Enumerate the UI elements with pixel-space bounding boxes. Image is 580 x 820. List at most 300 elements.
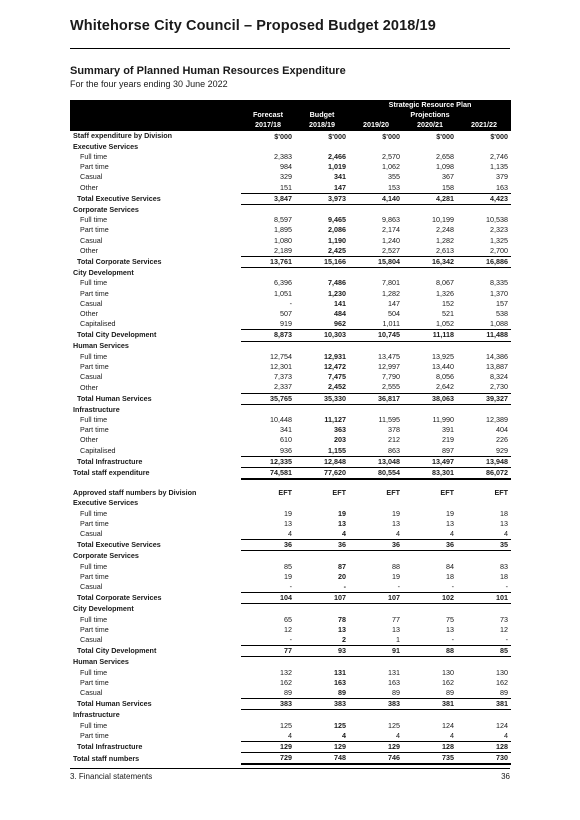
row-value: 1,088	[490, 319, 509, 329]
row-label: Total Human Services	[77, 393, 152, 403]
header-cell	[349, 110, 403, 120]
row-value: 35,330	[295, 393, 349, 404]
row-value	[403, 657, 457, 668]
row-value: 89	[500, 688, 509, 698]
row-value: 1,240	[382, 235, 400, 245]
row-value: 363	[334, 425, 346, 435]
header-year: 2019/20	[349, 120, 403, 131]
table-spacer-row	[70, 479, 511, 488]
row-value: 12,931	[324, 351, 346, 361]
row-value: 1,326	[436, 288, 454, 298]
row-value: 2,658	[436, 152, 454, 162]
row-value: 13	[338, 624, 346, 634]
row-label: Total Human Services	[77, 699, 152, 709]
row-value: 2,613	[436, 245, 454, 255]
row-value	[403, 404, 457, 415]
row-value: 91	[349, 646, 403, 657]
table-row	[70, 710, 511, 721]
row-value: 13,440	[432, 362, 454, 372]
row-value: 2,642	[436, 382, 454, 392]
row-label: Staff expenditure by Division	[73, 131, 173, 141]
row-value	[457, 657, 511, 668]
header-cell: Budget	[295, 110, 349, 120]
row-value: 367	[442, 172, 454, 182]
row-label: Casual	[80, 688, 103, 698]
header-year: 2020/21	[403, 120, 457, 131]
row-value: 13	[446, 624, 454, 634]
row-value: EFT	[278, 488, 292, 498]
row-value: 12,848	[295, 456, 349, 467]
row-value: 2,746	[490, 152, 509, 162]
row-value: 18	[500, 571, 509, 581]
row-value: 36,817	[349, 393, 403, 404]
row-value	[295, 404, 349, 415]
row-value: 147	[334, 182, 346, 192]
row-value: 4	[504, 529, 509, 539]
row-value: 12,997	[378, 362, 400, 372]
row-value: 162	[496, 677, 509, 687]
row-value: 74,581	[241, 468, 295, 480]
row-value	[295, 551, 349, 562]
row-value: 355	[388, 172, 400, 182]
row-value: 379	[496, 172, 509, 182]
row-value: 89	[446, 688, 454, 698]
row-label: Total Corporate Services	[77, 593, 162, 603]
table-row	[70, 488, 511, 498]
row-value: 7,790	[382, 372, 400, 382]
row-value: -	[451, 635, 454, 645]
row-label: Total Executive Services	[77, 540, 161, 550]
table-row	[70, 509, 511, 519]
table-row	[70, 425, 511, 435]
header-cell	[70, 110, 241, 120]
row-value: 13	[446, 518, 454, 528]
row-value: 10,745	[349, 330, 403, 341]
row-label: City Development	[73, 267, 134, 277]
row-value: 341	[280, 425, 292, 435]
row-value	[349, 205, 403, 216]
row-value: 19	[392, 571, 400, 581]
row-value: 341	[334, 172, 346, 182]
row-value: 11,127	[324, 415, 346, 425]
row-label: Part time	[80, 362, 109, 372]
row-label: Full time	[80, 215, 108, 225]
row-value: 65	[284, 614, 292, 624]
row-value: 4	[450, 529, 454, 539]
table-row	[70, 529, 511, 540]
row-value: 13,887	[486, 362, 509, 372]
row-value: 80,554	[349, 468, 403, 480]
row-value: 18	[446, 571, 454, 581]
table-row	[70, 646, 511, 657]
row-value: 10,303	[295, 330, 349, 341]
row-value	[457, 404, 511, 415]
row-value: 504	[388, 309, 400, 319]
row-value: 13,948	[457, 456, 511, 467]
table-row	[70, 625, 511, 635]
row-value: 13	[392, 624, 400, 634]
row-value: 4	[342, 730, 346, 740]
table-row	[70, 498, 511, 508]
row-value	[241, 604, 295, 615]
row-label: Corporate Services	[73, 204, 139, 214]
row-value: 12	[500, 624, 509, 634]
row-value: 1,098	[436, 162, 454, 172]
row-value: 130	[442, 667, 454, 677]
row-value	[457, 479, 511, 488]
row-value: 163	[388, 677, 400, 687]
table-row	[70, 678, 511, 688]
table-row	[70, 382, 511, 393]
row-value: 35	[457, 540, 511, 551]
row-value: 1,895	[274, 225, 292, 235]
header-blank	[70, 100, 241, 110]
table-row	[70, 468, 511, 480]
row-label: Part time	[80, 571, 109, 581]
row-label: Part time	[80, 624, 109, 634]
hr-expenditure-table	[70, 100, 511, 765]
row-label	[70, 479, 241, 488]
row-value: 162	[442, 677, 454, 687]
row-value: 1	[396, 635, 400, 645]
row-value	[403, 205, 457, 216]
row-value: 929	[496, 445, 509, 455]
row-value: 125	[280, 720, 292, 730]
title-divider	[70, 48, 510, 49]
row-value: 12,389	[486, 415, 509, 425]
row-value: 1,370	[490, 288, 509, 298]
table-row	[70, 299, 511, 309]
row-value: 10,199	[432, 215, 454, 225]
row-value: 83,301	[403, 468, 457, 480]
table-row	[70, 246, 511, 257]
row-value: 125	[334, 720, 346, 730]
row-value: 162	[280, 677, 292, 687]
table-row	[70, 593, 511, 604]
row-label: Part time	[80, 425, 109, 435]
row-value: 16,886	[457, 257, 511, 268]
row-value: 329	[280, 172, 292, 182]
table-row	[70, 551, 511, 562]
row-value: -	[397, 582, 400, 592]
row-value: 163	[334, 677, 346, 687]
row-value: 4	[288, 529, 292, 539]
row-label: Full time	[80, 720, 108, 730]
row-value: 735	[403, 753, 457, 765]
row-value: 36	[295, 540, 349, 551]
row-label: Other	[80, 435, 98, 445]
row-value: 19	[338, 508, 346, 518]
row-label: Casual	[80, 172, 103, 182]
row-value: 4,140	[349, 193, 403, 204]
row-value: 11,488	[457, 330, 511, 341]
row-value: 383	[241, 699, 295, 710]
row-value: -	[505, 582, 509, 592]
row-value: $'000	[328, 131, 346, 141]
row-value: 897	[442, 445, 454, 455]
row-value	[457, 268, 511, 279]
row-value: 73	[500, 614, 509, 624]
row-value: $'000	[382, 131, 400, 141]
row-value	[457, 205, 511, 216]
table-row	[70, 193, 511, 204]
row-value: 35,765	[241, 393, 295, 404]
row-value: 1,282	[382, 288, 400, 298]
row-value: 521	[442, 309, 454, 319]
page-number: 36	[501, 772, 510, 781]
row-value: 919	[280, 319, 292, 329]
row-value: 19	[446, 508, 454, 518]
row-value	[349, 341, 403, 352]
row-value	[295, 498, 349, 508]
row-value: 2,189	[274, 245, 292, 255]
row-value: 4	[504, 730, 509, 740]
table-row	[70, 657, 511, 668]
row-value: 2,383	[274, 152, 292, 162]
row-label: Full time	[80, 508, 108, 518]
row-value: 9,465	[328, 215, 346, 225]
row-value: 610	[280, 435, 292, 445]
row-value: 12,472	[324, 362, 346, 372]
row-value: 212	[388, 435, 400, 445]
row-value: 13	[392, 518, 400, 528]
row-label: Total staff expenditure	[73, 468, 150, 478]
row-value: 13	[284, 518, 292, 528]
row-value	[403, 604, 457, 615]
row-value: 12,754	[270, 351, 292, 361]
row-value	[295, 142, 349, 152]
row-value: 3,973	[295, 193, 349, 204]
row-value: -	[451, 582, 454, 592]
row-value: 36	[349, 540, 403, 551]
header-cell	[457, 110, 511, 120]
row-value: 13	[338, 518, 346, 528]
header-plan-group: Strategic Resource Plan	[349, 100, 511, 110]
row-value: 381	[457, 699, 511, 710]
row-value: 4	[396, 730, 400, 740]
row-value: 11,595	[378, 415, 400, 425]
row-label: Other	[80, 182, 98, 192]
row-value: 163	[496, 182, 509, 192]
row-value: 1,325	[490, 235, 509, 245]
footer-section-label: 3. Financial statements	[70, 772, 153, 781]
row-label: Part time	[80, 288, 109, 298]
row-label: Full time	[80, 415, 108, 425]
row-value: 9,863	[382, 215, 400, 225]
row-value: 128	[403, 742, 457, 753]
row-value: 151	[280, 182, 292, 192]
row-label: Casual	[80, 635, 103, 645]
table-row	[70, 131, 511, 142]
row-value: 88	[403, 646, 457, 657]
row-value: 38,063	[403, 393, 457, 404]
row-label: Full time	[80, 614, 108, 624]
row-value	[403, 479, 457, 488]
table-row	[70, 415, 511, 425]
row-value: 20	[338, 571, 346, 581]
table-row	[70, 162, 511, 172]
header-year	[70, 120, 241, 131]
row-label: Total staff numbers	[73, 753, 140, 763]
row-value	[241, 498, 295, 508]
row-value: 13,048	[349, 456, 403, 467]
table-row	[70, 604, 511, 615]
table-row	[70, 519, 511, 529]
row-value: 131	[388, 667, 400, 677]
table-row	[70, 215, 511, 225]
row-value	[403, 551, 457, 562]
table-row	[70, 309, 511, 319]
section-subtitle: For the four years ending 30 June 2022	[70, 79, 228, 89]
row-label: Other	[80, 309, 98, 319]
row-value	[349, 142, 403, 152]
row-value: 1,062	[382, 162, 400, 172]
row-label: Other	[80, 246, 98, 256]
row-value	[349, 498, 403, 508]
row-value: 36	[403, 540, 457, 551]
row-value: 128	[457, 742, 511, 753]
row-label: Executive Services	[73, 498, 139, 508]
row-value: 10,448	[270, 415, 292, 425]
row-value	[241, 710, 295, 721]
row-value	[295, 268, 349, 279]
row-value: 1,190	[328, 235, 346, 245]
header-cell: Projections	[403, 110, 457, 120]
row-value	[241, 551, 295, 562]
row-label: City Development	[73, 604, 134, 614]
row-value: -	[505, 635, 509, 645]
row-value: 130	[496, 667, 509, 677]
row-value: 2,527	[382, 245, 400, 255]
table-row	[70, 668, 511, 678]
row-label: Casual	[80, 529, 103, 539]
table-row	[70, 278, 511, 288]
table-row	[70, 456, 511, 467]
row-value: 984	[280, 162, 292, 172]
row-value	[295, 341, 349, 352]
row-value: 4	[288, 730, 292, 740]
row-label: Full time	[80, 667, 108, 677]
row-value: 8,597	[274, 215, 292, 225]
row-value	[295, 205, 349, 216]
row-value: 89	[284, 688, 292, 698]
table-row	[70, 699, 511, 710]
table-row	[70, 236, 511, 246]
row-value: 87	[338, 561, 346, 571]
table-row	[70, 225, 511, 235]
row-value: 381	[403, 699, 457, 710]
row-value: 4	[450, 730, 454, 740]
row-value	[403, 341, 457, 352]
table-row	[70, 635, 511, 646]
row-label: Casual	[80, 298, 103, 308]
row-value: 129	[349, 742, 403, 753]
row-value: 10,538	[486, 215, 509, 225]
row-value: 2,555	[382, 382, 400, 392]
row-value: 219	[442, 435, 454, 445]
row-value: 1,019	[328, 162, 346, 172]
row-value: 1,080	[274, 235, 292, 245]
row-value: 1,230	[328, 288, 346, 298]
row-value	[349, 710, 403, 721]
table-row	[70, 721, 511, 731]
table-row	[70, 393, 511, 404]
row-value: EFT	[386, 488, 400, 498]
row-value: 16,342	[403, 257, 457, 268]
row-value: 378	[388, 425, 400, 435]
row-value: 936	[280, 445, 292, 455]
table-row	[70, 435, 511, 445]
row-value: 226	[496, 435, 509, 445]
row-value: 88	[392, 561, 400, 571]
row-label: Part time	[80, 225, 109, 235]
table-row	[70, 142, 511, 152]
row-value	[295, 657, 349, 668]
row-value: EFT	[332, 488, 346, 498]
table-row	[70, 753, 511, 765]
row-value: 158	[442, 182, 454, 192]
row-value: 2,570	[382, 152, 400, 162]
row-value: 107	[349, 593, 403, 604]
row-label: Casual	[80, 235, 103, 245]
row-value: 2,086	[328, 225, 346, 235]
row-value: 89	[392, 688, 400, 698]
row-value: 157	[496, 298, 509, 308]
row-value: 14,386	[486, 351, 509, 361]
row-value: 19	[284, 508, 292, 518]
row-value: 13,497	[403, 456, 457, 467]
row-value	[403, 268, 457, 279]
header-year: 2021/22	[457, 120, 511, 131]
row-value: 2,425	[328, 245, 346, 255]
row-value	[457, 341, 511, 352]
row-value: 7,475	[328, 372, 346, 382]
row-value	[241, 341, 295, 352]
row-value: 203	[334, 435, 346, 445]
row-value: 2,323	[490, 225, 509, 235]
row-value: 101	[457, 593, 511, 604]
table-row	[70, 152, 511, 162]
header-year: 2018/19	[295, 120, 349, 131]
row-label: Total Executive Services	[77, 193, 161, 203]
row-value	[403, 710, 457, 721]
row-value	[295, 710, 349, 721]
row-label: Infrastructure	[73, 404, 120, 414]
row-value	[349, 604, 403, 615]
row-value: 131	[334, 667, 346, 677]
row-value: 538	[496, 309, 509, 319]
row-value	[241, 479, 295, 488]
row-value: 2	[342, 635, 346, 645]
row-value: 13	[500, 518, 509, 528]
row-value: EFT	[440, 488, 454, 498]
row-label: Full time	[80, 561, 108, 571]
row-value: 75	[446, 614, 454, 624]
row-value: EFT	[494, 488, 509, 498]
row-label: Total Infrastructure	[77, 456, 143, 466]
row-value: 7,373	[274, 372, 292, 382]
page-title: Whitehorse City Council – Proposed Budget 2018/19	[70, 18, 436, 34]
row-value: 2,730	[490, 382, 509, 392]
row-value: 748	[295, 753, 349, 765]
header-blank	[241, 100, 295, 110]
row-label: Infrastructure	[73, 710, 120, 720]
header-cell: Forecast	[241, 110, 295, 120]
table-row	[70, 562, 511, 572]
table-row	[70, 446, 511, 457]
table-row	[70, 257, 511, 268]
row-value: 39,327	[457, 393, 511, 404]
